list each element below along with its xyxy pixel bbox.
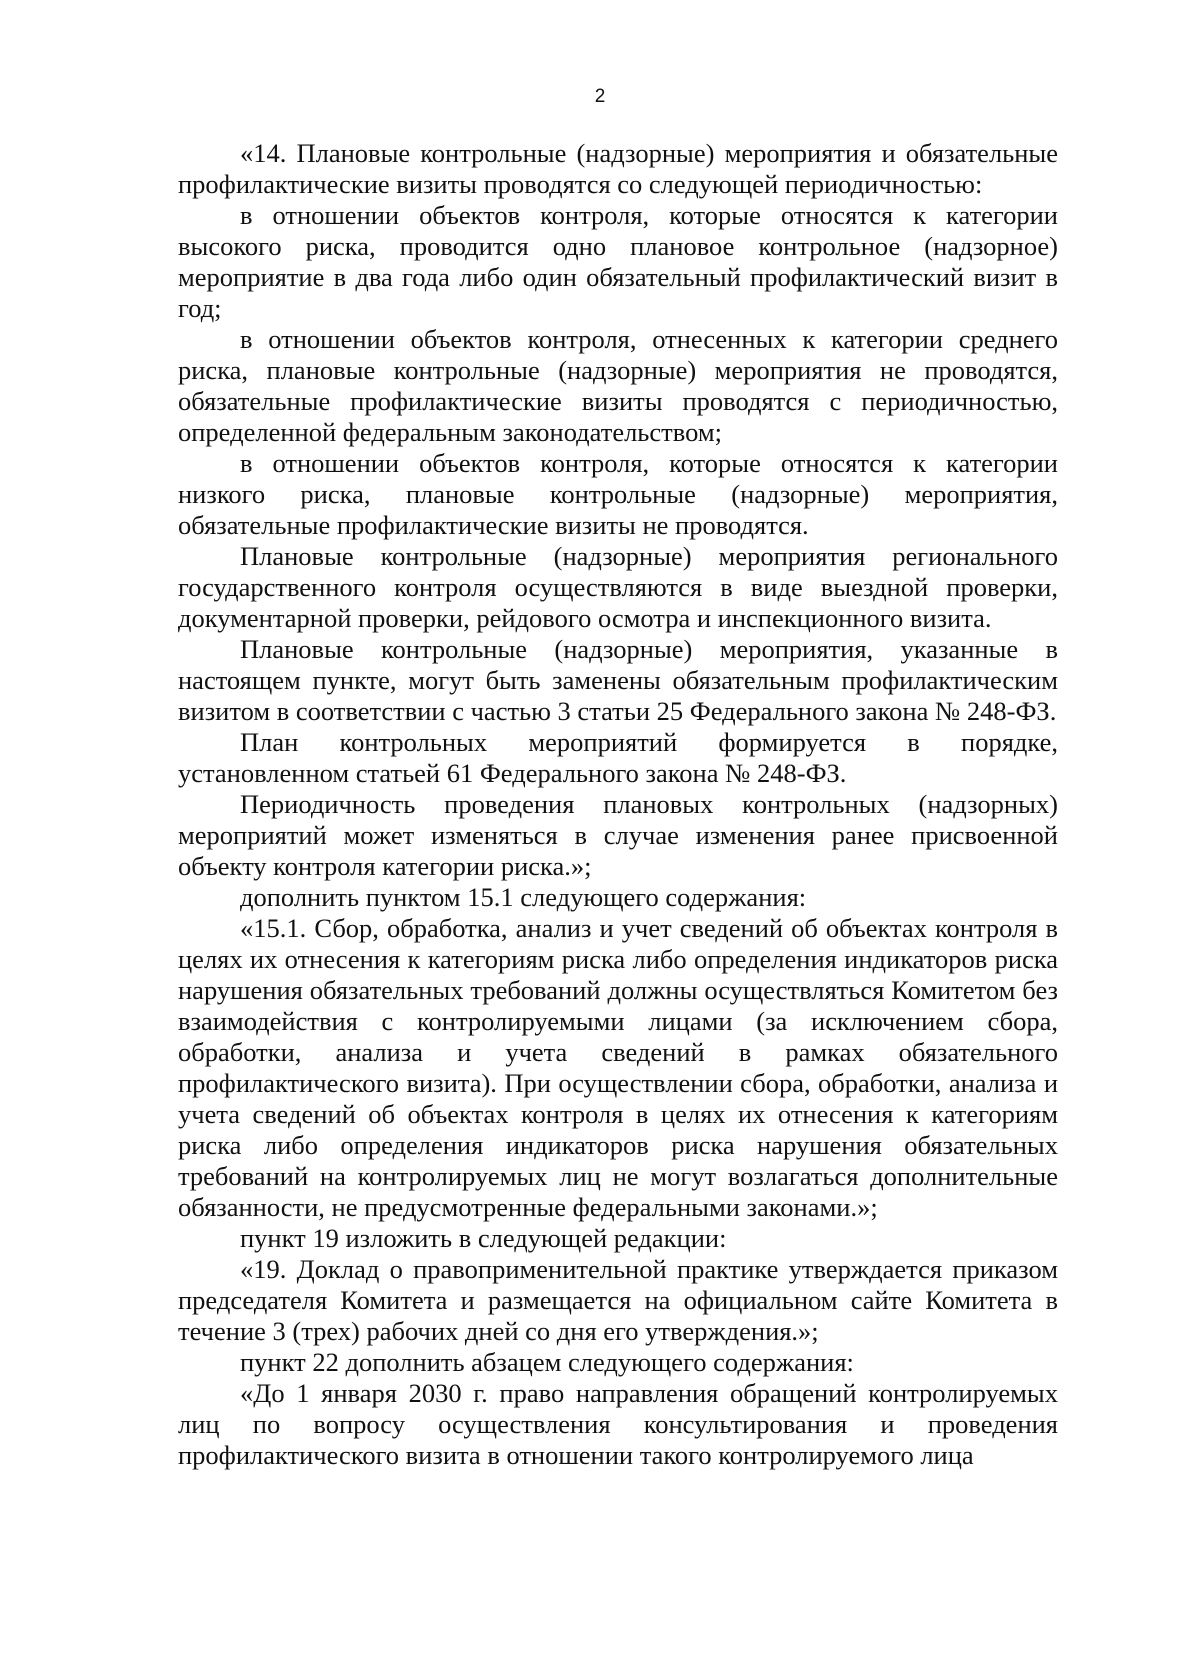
- paragraph-5: Плановые контрольные (надзорные) мероприятия регионального государственного контроля осуществляются в виде выездной проверки, документарной проверки, рейдового осмотра и инспекционного визита.: [178, 541, 1058, 633]
- paragraph-3: в отношении объектов контроля, отнесенных к категории среднего риска, плановые контрольные (надзорные) мероприятия не проводятся, обязательные профилактические визиты проводятся с периодичностью, определенной федеральным законодательством;: [178, 324, 1058, 447]
- paragraph-1: «14. Плановые контрольные (надзорные) мероприятия и обязательные профилактические визиты проводятся со следующей периодичностью:: [178, 138, 1058, 199]
- paragraph-14: «До 1 января 2030 г. право направления обращений контролируемых лиц по вопросу осуществления консультирования и проведения профилактического визита в отношении такого контролируемого лица: [178, 1378, 1058, 1470]
- paragraph-7: План контрольных мероприятий формируется в порядке, установленном статьей 61 Федерального закона № 248-ФЗ.: [178, 727, 1058, 788]
- paragraph-4: в отношении объектов контроля, которые относятся к категории низкого риска, плановые контрольные (надзорные) мероприятия, обязательные профилактические визиты не проводятся.: [178, 448, 1058, 540]
- paragraph-10: «15.1. Сбор, обработка, анализ и учет сведений об объектах контроля в целях их отнесения к категориям риска либо определения индикаторов риска нарушения обязательных требований должны осуществляться Комитетом без взаимодействия с контролируемыми лицами (за исключением сбора, обработки, анализа и учета сведений в рамках обязательного профилактического визита). При осуществлении сбора, обработки, анализа и учета сведений об объектах контроля в целях их отнесения к категориям риска либо определения индикаторов риска нарушения обязательных требований на контролируемых лиц не могут возлагаться дополнительные обязанности, не предусмотренные федеральными законами.»;: [178, 913, 1058, 1222]
- paragraph-6: Плановые контрольные (надзорные) мероприятия, указанные в настоящем пункте, могут быть заменены обязательным профилактическим визитом в соответствии с частью 3 статьи 25 Федерального закона № 248-ФЗ.: [178, 634, 1058, 726]
- paragraph-11: пункт 19 изложить в следующей редакции:: [240, 1223, 727, 1253]
- paragraph-9: дополнить пунктом 15.1 следующего содержания:: [240, 882, 807, 912]
- paragraph-13: пункт 22 дополнить абзацем следующего содержания:: [240, 1347, 854, 1377]
- paragraph-2: в отношении объектов контроля, которые относятся к категории высокого риска, проводится одно плановое контрольное (надзорное) мероприятие в два года либо один обязательный профилактический визит в год;: [178, 200, 1058, 323]
- paragraph-8: Периодичность проведения плановых контрольных (надзорных) мероприятий может изменяться в случае изменения ранее присвоенной объекту контроля категории риска.»;: [178, 789, 1058, 881]
- paragraph-12: «19. Доклад о правоприменительной практике утверждается приказом председателя Комитета и размещается на официальном сайте Комитета в течение 3 (трех) рабочих дней со дня его утверждения.»;: [178, 1254, 1058, 1346]
- document-body: [178, 138, 1058, 1471]
- page-number: 2: [594, 86, 606, 107]
